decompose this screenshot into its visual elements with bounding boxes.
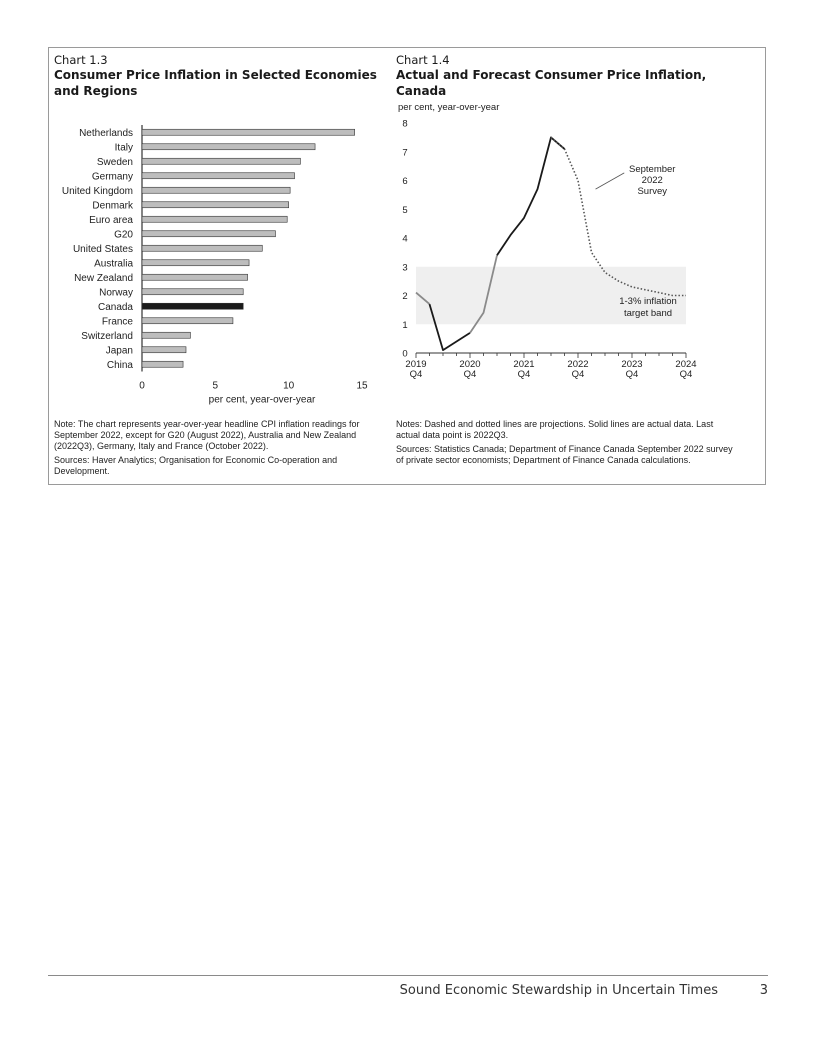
- x-tick-label: 0: [139, 380, 145, 392]
- left-notes: [54, 419, 382, 480]
- category-label: New Zealand: [74, 272, 133, 284]
- page-number: 3: [759, 983, 768, 998]
- bar: [142, 216, 287, 222]
- category-label: Italy: [114, 142, 133, 154]
- category-label: Japan: [105, 345, 133, 357]
- category-label: France: [101, 316, 133, 328]
- sources-text: Sources: Statistics Canada; Department of Finance Canada September 2022 survey of private sector economists; Department of Finance Canada calculations.: [396, 444, 733, 465]
- category-label: Netherlands: [79, 127, 133, 139]
- x-tick-label: 10: [283, 380, 295, 392]
- category-label: Euro area: [89, 214, 133, 226]
- category-label: G20: [114, 229, 133, 241]
- y-tick-label: 4: [402, 233, 408, 245]
- note-text: Note: The chart represents year-over-year headline CPI inflation readings for September 2022, except for G20 (August 2022), Australia and New Zealand (2022Q3), Germany, Italy and France (October 2022).: [54, 419, 360, 451]
- bar: [142, 144, 315, 150]
- x-tick-label: Q4: [571, 369, 585, 380]
- category-label: Canada: [97, 301, 133, 313]
- bar: [142, 245, 262, 251]
- sources-text: Sources: Haver Analytics; Organisation for Economic Co-operation and Development.: [54, 455, 338, 476]
- bar: [142, 274, 248, 280]
- right-notes: [396, 419, 736, 469]
- chart-label: Chart 1.4: [396, 53, 450, 67]
- band-label: target band: [623, 307, 673, 319]
- x-tick-label: 2024: [675, 359, 697, 370]
- note-text: Notes: Dashed and dotted lines are projections. Solid lines are actual data. Last actual data point is 2022Q3.: [396, 419, 714, 440]
- bar: [142, 347, 186, 353]
- survey-annotation: 2022: [641, 174, 663, 186]
- x-tick-label: Q4: [409, 369, 423, 380]
- x-tick-label: 5: [212, 380, 219, 392]
- y-tick-label: 5: [402, 204, 408, 216]
- bar: [142, 158, 300, 164]
- x-tick-label: Q4: [679, 369, 693, 380]
- y-tick-label: 6: [402, 176, 408, 187]
- footer-divider: [48, 975, 768, 976]
- x-tick-label: 2022: [567, 359, 589, 370]
- chart-title: Actual and Forecast Consumer Price Inflation, Canada: [396, 68, 707, 98]
- bar: [142, 318, 233, 324]
- annotation-leader: [596, 173, 625, 189]
- x-tick-label: Q4: [625, 369, 639, 380]
- category-label: Australia: [94, 258, 133, 270]
- chart-title: Consumer Price Inflation in Selected Economies and Regions: [54, 68, 377, 98]
- chart-1-3: [54, 48, 384, 406]
- x-tick-label: 2019: [405, 359, 427, 370]
- y-tick-label: 2: [402, 291, 408, 302]
- band-label: 1-3% inflation: [619, 295, 677, 307]
- x-tick-label: 2023: [621, 359, 643, 370]
- chart-1-4: [396, 48, 736, 380]
- category-label: Germany: [91, 171, 133, 183]
- bar: [142, 260, 249, 266]
- y-tick-label: 7: [402, 147, 408, 159]
- bar: [142, 289, 243, 295]
- x-tick-label: 2021: [513, 359, 535, 370]
- bar: [142, 129, 355, 135]
- x-tick-label: Q4: [517, 369, 531, 380]
- category-label: Denmark: [92, 200, 133, 212]
- line-chart: [396, 102, 741, 408]
- category-label: Switzerland: [81, 330, 133, 342]
- category-label: United Kingdom: [61, 185, 133, 197]
- category-label: United States: [72, 243, 133, 255]
- bar: [142, 173, 295, 179]
- bar: [142, 231, 275, 237]
- y-tick-label: 0: [402, 348, 408, 360]
- bar: [142, 361, 183, 367]
- footer-title: Sound Economic Stewardship in Uncertain Times: [399, 983, 718, 998]
- x-tick-label: Q4: [463, 369, 477, 380]
- x-tick-label: 2020: [459, 359, 481, 370]
- charts-panel: [48, 47, 766, 485]
- x-tick-label: 15: [356, 380, 368, 392]
- survey-annotation: September: [629, 163, 676, 175]
- bar: [142, 303, 243, 309]
- category-label: China: [106, 359, 133, 371]
- category-label: Norway: [99, 287, 133, 299]
- y-axis-title: per cent, year-over-year: [398, 102, 500, 113]
- x-axis-title: per cent, year-over-year: [208, 394, 316, 406]
- bar: [142, 332, 190, 338]
- bar: [142, 187, 290, 193]
- bar: [142, 202, 289, 208]
- category-label: Sweden: [96, 156, 133, 168]
- series-line: [497, 137, 565, 255]
- bar-chart: [54, 118, 384, 418]
- y-tick-label: 3: [402, 262, 408, 274]
- y-tick-label: 1: [402, 319, 408, 331]
- y-tick-label: 8: [402, 118, 408, 130]
- chart-label: Chart 1.3: [54, 53, 108, 67]
- survey-annotation: Survey: [637, 185, 668, 197]
